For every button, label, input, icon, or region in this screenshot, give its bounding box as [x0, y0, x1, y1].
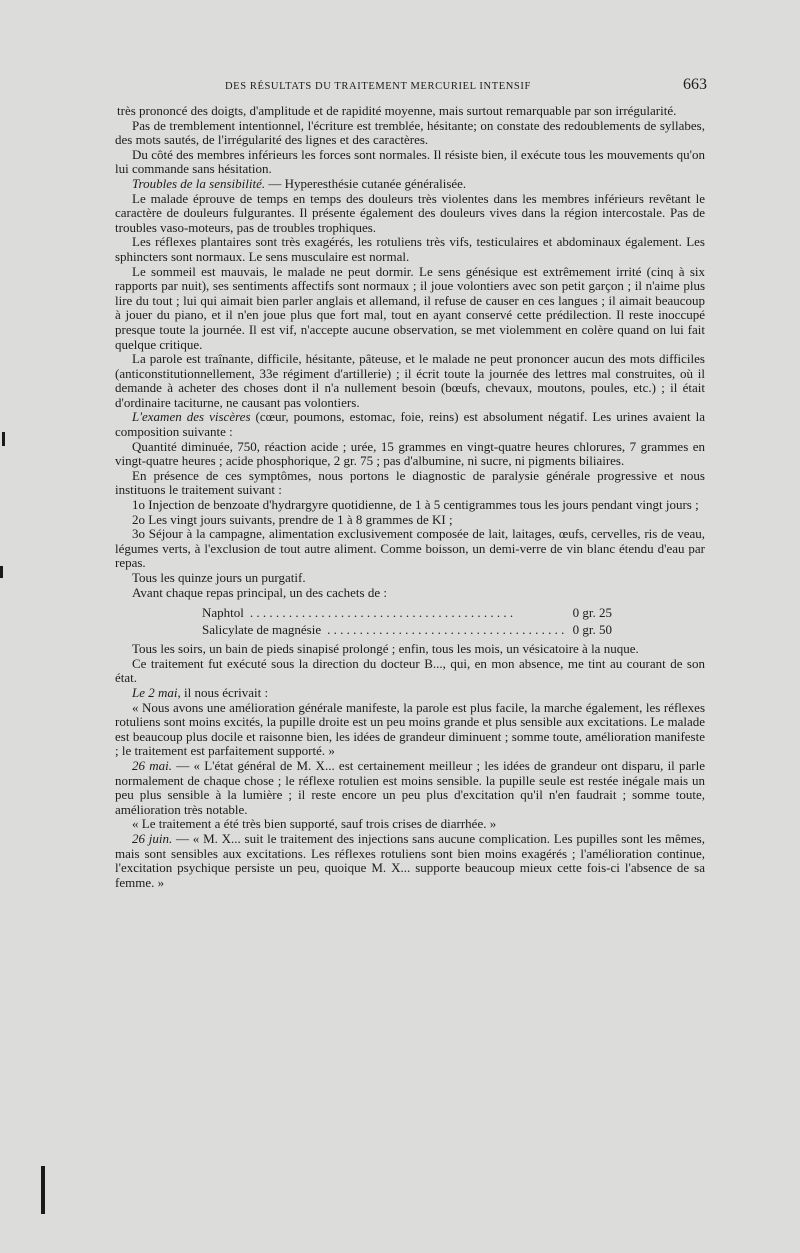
- paragraph: Tous les soirs, un bain de pieds sinapisé prolongé ; enfin, tous les mois, un vésicatoire à la nuque.: [132, 641, 639, 657]
- paragraph: Avant chaque repas principal, un des cachets de :: [132, 584, 387, 600]
- ingredient-dose: 0 gr. 25: [572, 605, 612, 621]
- paragraph: très prononcé des doigts, d'amplitude et de rapidité moyenne, mais surtout remarquable par son irrégularité.: [117, 103, 677, 118]
- formula-row: [202, 621, 612, 638]
- prescription-formula: [202, 604, 612, 638]
- ingredient-name: Salicylate de magnésie: [202, 622, 322, 638]
- paragraph-text: il nous écrivait :: [180, 684, 269, 700]
- paragraph: Le sommeil est mauvais, le malade ne peut dormir. Le sens génésique est extrêmement irrité (cinq à six rapports par nuit), ses sentiments affectifs sont normaux ; il joue volontiers avec son petit garçon ; il n'aime plus lire du tout ; lui qui aimait bien parler anglais et allemand, il refuse de causer en ces langues ; il aimait beaucoup à jouer du piano, et il n'en joue plus que fort mal, tout en ayant conservé cette prédilection. Il reste inoccupé presque toute la journée. Il est vif, n'accepte aucune observation, se met violemment en colère quand on lui fait quelque critique.: [115, 263, 705, 352]
- paragraph: [115, 832, 705, 890]
- paragraph: [115, 177, 705, 192]
- paragraph-text: (cœur, poumons, estomac, foie, reins) est absolument négatif. Les urines avaient la composition suivante :: [115, 409, 705, 440]
- page-number: 663: [683, 76, 707, 93]
- section-lead: Troubles de la sensibilité.: [132, 175, 266, 191]
- paragraph-text: — Hyperesthésie cutanée généralisée.: [265, 175, 467, 191]
- date-lead: 26 juin.: [132, 830, 173, 846]
- paragraph: Les réflexes plantaires sont très exagérés, les rotuliens très vifs, testiculaires et abdominaux également. Les sphincters sont normaux. Le sens musculaire est normal.: [115, 234, 705, 264]
- paragraph: Quantité diminuée, 750, réaction acide ; urée, 15 grammes en vingt-quatre heures chlorures, 7 grammes en vingt-quatre heures ; acide phosphorique, 2 gr. 75 ; pas d'albumine, ni sucre, ni pigments biliaires.: [115, 438, 705, 469]
- formula-row: [202, 604, 612, 621]
- paragraph: Du côté des membres inférieurs les forces sont normales. Il résiste bien, il exécute tous les mouvements qu'on lui commande sans hésitation.: [115, 146, 705, 177]
- paragraph: Ce traitement fut exécuté sous la direction du docteur B..., qui, en mon absence, me tint au courant de son état.: [115, 655, 705, 686]
- paragraph: Tous les quinze jours un purgatif.: [132, 570, 306, 585]
- page-header: [115, 78, 707, 100]
- paragraph-text: — « L'état général de M. X... est certainement meilleur ; les idées de grandeur ont disparu, il parle normalement de chaque chose ; le réflexe rotulien est moins sensible. la pupille seule est restée inégale mais un peu plus sensible à la lumière ; il reste encore un peu plus d'excitation qu'il n'en faudrait ; somme toute, amélioration très notable.: [115, 757, 706, 817]
- paragraph: [115, 686, 705, 701]
- paragraph: [115, 410, 705, 439]
- paragraph: Pas de tremblement intentionnel, l'écriture est tremblée, hésitante; on constate des redoublements de syllabes, des mots sautés, de l'irrégularité des lignes et des caractères.: [115, 117, 705, 148]
- treatment-item: 1o Injection de benzoate d'hydrargyre quotidienne, de 1 à 5 centigrammes tous les jours pendant vingt jours ;: [132, 497, 699, 513]
- ingredient-name: Naphtol: [202, 605, 244, 621]
- date-lead: 26 mai.: [132, 757, 172, 773]
- paragraph-text: — « M. X... suit le traitement des injections sans aucune complication. Les pupilles sont les mêmes, mais sont sensibles aux excitations. Les réflexes rotuliens sont bien moins exagérés ; l'amélioration continue, l'excitation psychique persiste un peu, quoique M. X... supporte beaucoup mieux cette fois-ci l'absence de sa femme. »: [115, 830, 705, 890]
- treatment-item: 2o Les vingt jours suivants, prendre de 1 à 8 grammes de KI ;: [132, 511, 453, 527]
- paragraph: En présence de ces symptômes, nous portons le diagnostic de paralysie générale progressive et nous instituons le traitement suivant :: [115, 467, 705, 498]
- section-lead: L'examen des viscères: [132, 409, 251, 425]
- leader-dots: [250, 604, 567, 621]
- quoted-letter: « Le traitement a été très bien supporté, sauf trois crises de diarrhée. »: [132, 816, 497, 832]
- paragraph: [115, 759, 705, 817]
- margin-mark: [41, 1166, 45, 1214]
- ingredient-dose: 0 gr. 50: [572, 622, 612, 638]
- leader-dots: [327, 621, 567, 638]
- treatment-item: 3o Séjour à la campagne, alimentation exclusivement composée de lait, laitages, œufs, cervelles, ris de veau, légumes verts, à l'exclusion de tout autre aliment. Comme boisson, un demi-verre de vin blanc étendu d'eau par repas.: [115, 526, 705, 571]
- running-title: DES RÉSULTATS DU TRAITEMENT MERCURIEL INTENSIF: [225, 81, 531, 92]
- margin-mark: [0, 566, 3, 578]
- margin-mark: [2, 432, 5, 446]
- date-lead: Le 2 mai,: [132, 684, 181, 700]
- paragraph: Le malade éprouve de temps en temps des douleurs très violentes dans les membres inférieurs revêtant le caractère de douleurs fulgurantes. Il présente également des douleurs vives dans la région intercostale. Pas de troubles vaso-moteurs, pas de troubles trophiques.: [115, 190, 705, 235]
- quoted-letter: « Nous avons une amélioration générale manifeste, la parole est plus facile, la marche également, les réflexes rotuliens sont moins excités, la pupille droite est un peu moins grande et plus sensible aux excitations. Le malade est beaucoup plus docile et raisonne bien, les idées de grandeur diminuent ; somme toute, amélioration manifeste ; le traitement est parfaitement supporté. »: [115, 699, 705, 759]
- body-text: [115, 104, 705, 890]
- paragraph: La parole est traînante, difficile, hésitante, pâteuse, et le malade ne peut prononcer aucun des mots difficiles (anticonstitutionnellement, 33e régiment d'artillerie) ; il écrit toute la journée des lettres mal construites, où il demande à acheter des choses dont il n'a nullement besoin (bœufs, chevaux, moutons, poules, etc.) ; il était d'ordinaire taciturne, ne causant pas volontiers.: [115, 351, 705, 410]
